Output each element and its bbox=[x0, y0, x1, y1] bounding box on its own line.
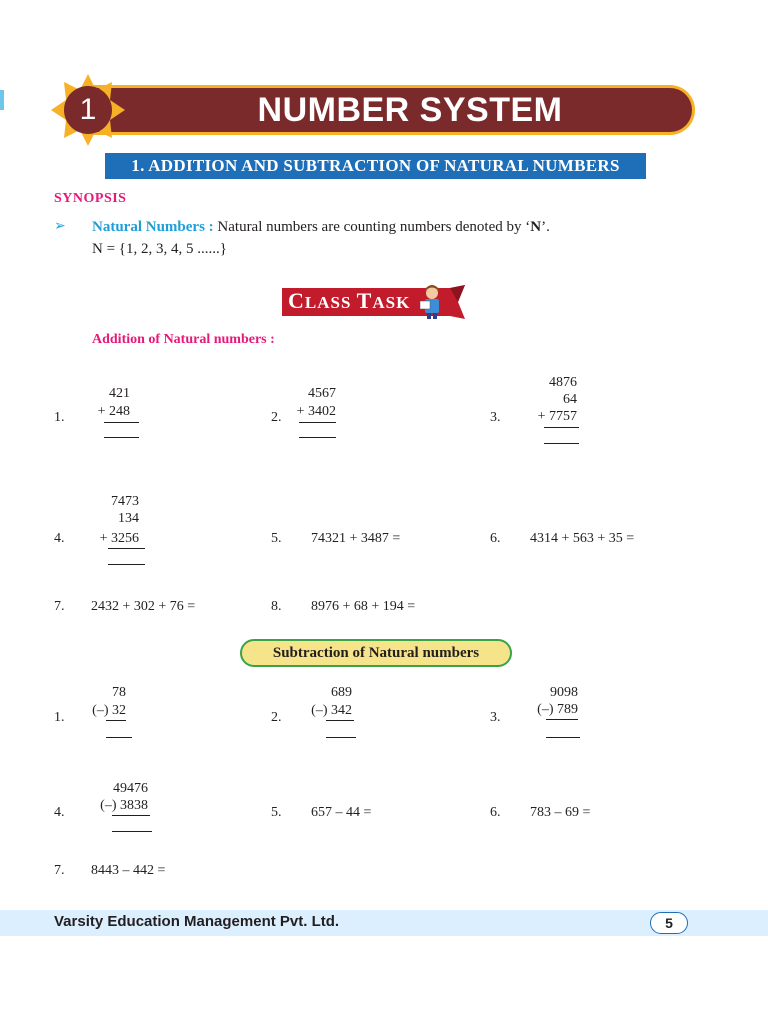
addition-q2-answer-line bbox=[299, 437, 336, 438]
addition-q2-number: 2. bbox=[271, 410, 282, 425]
subtraction-q2-operand-a: 689 bbox=[331, 685, 352, 700]
page-edge-mark bbox=[0, 90, 4, 110]
definition-symbol: N bbox=[530, 219, 542, 235]
addition-q2-rule bbox=[299, 422, 336, 423]
addition-q4-operand-a: 7473 bbox=[111, 494, 139, 509]
subtraction-q4-operand-a: 49476 bbox=[113, 781, 148, 796]
addition-q1-number: 1. bbox=[54, 410, 65, 425]
addition-q4-rule bbox=[108, 548, 145, 549]
section-title: 1. ADDITION AND SUBTRACTION OF NATURAL NUMBERS bbox=[105, 153, 646, 179]
chapter-number: 1 bbox=[79, 93, 97, 126]
subtraction-q2-number: 2. bbox=[271, 710, 282, 725]
addition-q7-expression: 2432 + 302 + 76 = bbox=[91, 599, 196, 614]
chapter-title: NUMBER SYSTEM bbox=[257, 91, 563, 129]
bullet-arrow-icon: ➢ bbox=[54, 219, 66, 234]
synopsis-heading: SYNOPSIS bbox=[54, 191, 127, 206]
addition-q8-expression: 8976 + 68 + 194 = bbox=[311, 599, 416, 614]
subtraction-q7-number: 7. bbox=[54, 863, 65, 878]
addition-q6-expression: 4314 + 563 + 35 = bbox=[530, 531, 635, 546]
subtraction-q4-number: 4. bbox=[54, 805, 65, 820]
addition-q4-operand-b: 134 bbox=[118, 511, 139, 526]
addition-q3-operand-b: 64 bbox=[563, 392, 577, 407]
subtraction-q1-number: 1. bbox=[54, 710, 65, 725]
subtraction-q3-operand-a: 9098 bbox=[550, 685, 578, 700]
addition-q5-expression: 74321 + 3487 = bbox=[311, 531, 401, 546]
addition-q3-rule bbox=[544, 427, 579, 428]
subtraction-q3-number: 3. bbox=[490, 710, 501, 725]
addition-q6-number: 6. bbox=[490, 531, 501, 546]
subtraction-heading: Subtraction of Natural numbers bbox=[240, 639, 512, 667]
subtraction-q6-number: 6. bbox=[490, 805, 501, 820]
addition-q3-operand-c: + 7757 bbox=[537, 409, 577, 424]
subtraction-q3-answer-line bbox=[546, 737, 580, 738]
subtraction-q1-answer-line bbox=[106, 737, 132, 738]
subtraction-q3-rule bbox=[546, 719, 578, 720]
subtraction-q5-number: 5. bbox=[271, 805, 282, 820]
addition-q4-number: 4. bbox=[54, 531, 65, 546]
addition-q2-operand-a: 4567 bbox=[308, 386, 336, 401]
addition-q3-number: 3. bbox=[490, 410, 501, 425]
addition-q5-number: 5. bbox=[271, 531, 282, 546]
addition-q4-operand-c: + 3256 bbox=[99, 531, 139, 546]
subtraction-q1-operand-a: 78 bbox=[112, 685, 126, 700]
subtraction-q7-expression: 8443 – 442 = bbox=[91, 863, 166, 878]
subtraction-q2-rule bbox=[326, 720, 354, 721]
subtraction-q2-answer-line bbox=[326, 737, 356, 738]
subtraction-q1-rule bbox=[106, 720, 126, 721]
natural-numbers-definition bbox=[92, 219, 550, 236]
addition-q2-operand-b: + 3402 bbox=[296, 404, 336, 419]
natural-numbers-term: Natural Numbers : bbox=[92, 219, 214, 235]
subtraction-q2-operand-b: (–) 342 bbox=[311, 703, 352, 718]
addition-q1-answer-line bbox=[104, 437, 139, 438]
page-number: 5 bbox=[650, 912, 688, 934]
addition-q1-rule bbox=[104, 422, 139, 423]
addition-q3-answer-line bbox=[544, 443, 579, 444]
subtraction-q4-answer-line bbox=[112, 831, 152, 832]
definition-suffix: ’. bbox=[541, 219, 550, 235]
addition-q4-answer-line bbox=[108, 564, 145, 565]
addition-q1-operand-a: 421 bbox=[109, 386, 130, 401]
subtraction-q4-rule bbox=[112, 815, 150, 816]
addition-q1-operand-b: + 248 bbox=[97, 404, 130, 419]
natural-number-set: N = {1, 2, 3, 4, 5 ......} bbox=[92, 241, 227, 257]
subtraction-q3-operand-b: (–) 789 bbox=[537, 702, 578, 717]
definition-prefix: Natural numbers are counting numbers denoted by ‘ bbox=[213, 219, 531, 235]
subtraction-q5-expression: 657 – 44 = bbox=[311, 805, 372, 820]
subtraction-q1-operand-b: (–) 32 bbox=[92, 703, 126, 718]
class-task-label: CLASS TASK bbox=[288, 288, 411, 313]
subtraction-q4-operand-b: (–) 3838 bbox=[100, 798, 148, 813]
addition-q7-number: 7. bbox=[54, 599, 65, 614]
addition-heading: Addition of Natural numbers : bbox=[92, 332, 275, 347]
publisher-name: Varsity Education Management Pvt. Ltd. bbox=[54, 913, 340, 930]
subtraction-q6-expression: 783 – 69 = bbox=[530, 805, 591, 820]
addition-q8-number: 8. bbox=[271, 599, 282, 614]
addition-q3-operand-a: 4876 bbox=[549, 375, 577, 390]
